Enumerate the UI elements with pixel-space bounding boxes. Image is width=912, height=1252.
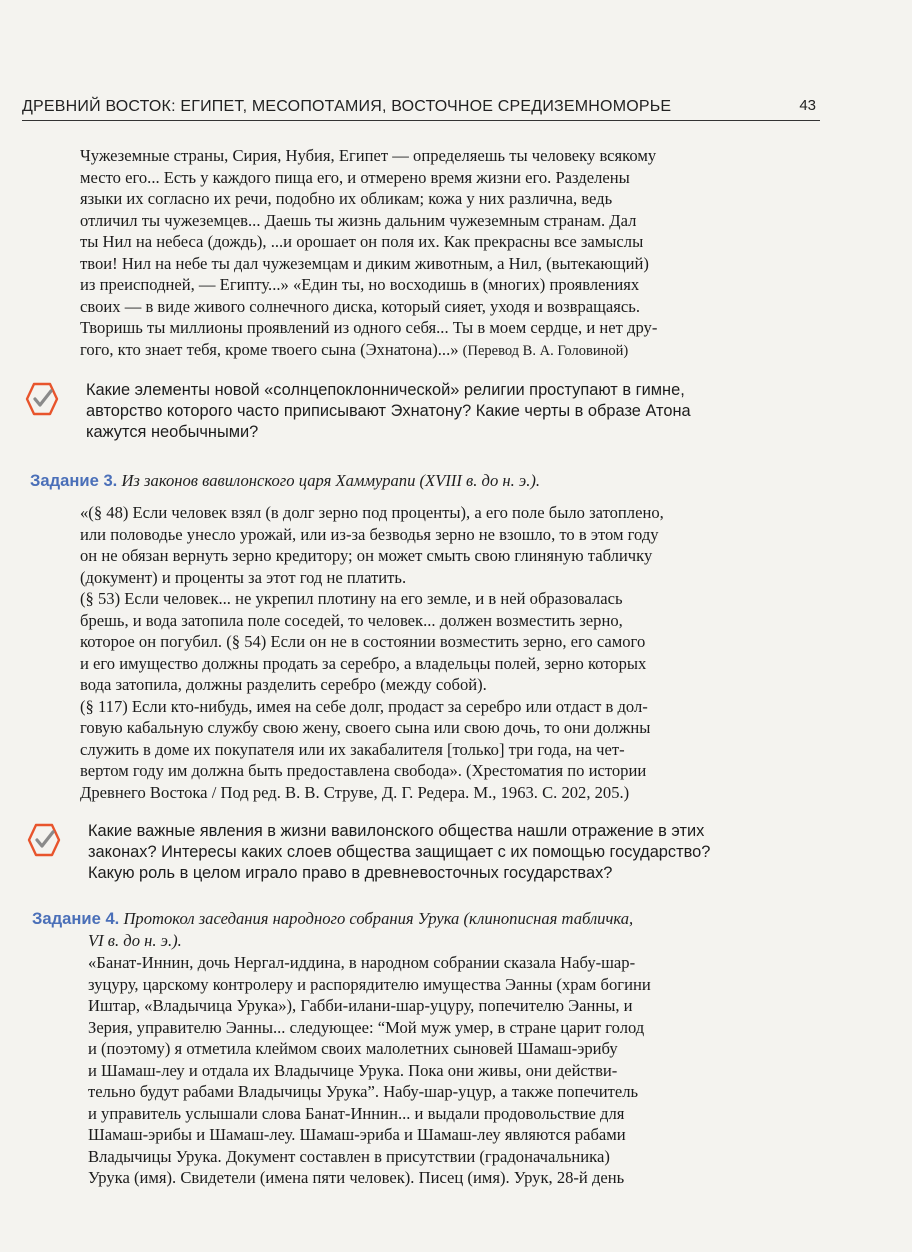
hymn-text [80, 145, 820, 362]
task-3-heading [30, 470, 540, 492]
header-title: ДРЕВНИЙ ВОСТОК: ЕГИПЕТ, МЕСОПОТАМИЯ, ВОСТОЧНОЕ СРЕДИЗЕМНОМОРЬЕ [22, 98, 672, 115]
page-number: 43 [799, 97, 816, 114]
task-3-label: Задание 3. [30, 471, 118, 490]
question-1: Какие элементы новой «солнцепоклоннической» религии проступают в гимне, авторство которого часто приписывают Эхнатону? Какие черты в образе Атона кажутся необычными? [86, 381, 691, 441]
task-3-title: Из законов вавилонского царя Хаммурапи (XVIII в. до н. э.). [121, 471, 541, 490]
uruk-protocol: «Банат-Иннин, дочь Нергал-иддина, в народном собрании сказала Набу-шар- зуцуру, царскому контролеру и распорядителю имущества Эанны (храм богини Иштар, «Владычица Урука»), Габби-илани-шар-уцуру, попечителю Эанны, и Зерия, управителю Эанны... следующее: “Мой муж умер, в стране царит голод и (поэтому) я отметила клеймом своих малолетних сыновей Шамаш-эрибу и Шамаш-леу и отдала их Владычице Урука. Пока они живы, они действи- тельно будут рабами Владычицы Урука”. Набу-шар-уцур, а также попечитель и управитель услышали слова Банат-Иннин... и выдали продовольствие для Шамаш-эрибы и Шамаш-леу. Шамаш-эриба и Шамаш-леу являются рабами Владычицы Урука. Документ составлен в присутствии (градоначальника) Урука (имя). Свидетели (имена пяти человек). Писец (имя). Урук, 28-й день [88, 953, 651, 1187]
question-2: Какие важные явления в жизни вавилонского общества нашли отражение в этих законах? Интересы каких слоев общества защищает с их помощью государство? Какую роль в целом играло право в древневосточных государствах? [88, 822, 711, 882]
task-3-text [80, 502, 822, 803]
task-4-heading-continued [88, 930, 182, 952]
task-4-text [88, 952, 826, 1189]
task-4-title: Протокол заседания народного собрания Урука (клинописная табличка, [123, 909, 634, 928]
hymn-paragraph: Чужеземные страны, Сирия, Нубия, Египет — определяешь ты человеку всякому место его... Есть у каждого пища его, и отмерено время жизни его. Разделены языки их согласно их речи, подобно их обликам; кожа у них различна, ведь отличил ты чужеземцев... Даешь ты жизнь дальним чужеземным странам. Дал ты Нил на небеса (дождь), ...и орошает он поля их. Как прекрасны все замыслы твои! Нил на небе ты дал чужеземцам и диким животным, а Нил, (вытекающий) из преисподней, — Египту...» «Един ты, но восходишь в (многих) проявлениях своих — в виде живого солнечного диска, который сияет, уходя и возвращаясь. Творишь ты миллионы проявлений из одного себя... Ты в моем сердце, и нет дру- гого, кто знает тебя, кроме твоего сына (Эхнатона)...» (Перевод В. А. Головиной) [80, 146, 658, 359]
translation-credit: (Перевод В. А. Головиной) [462, 342, 629, 359]
task-4-heading [32, 908, 633, 930]
task-4-title-line2: VI в. до н. э.). [88, 931, 182, 950]
running-header [22, 90, 820, 121]
check-badge-icon [24, 381, 60, 417]
check-badge-icon [26, 822, 62, 858]
task-4-label: Задание 4. [32, 909, 120, 928]
hammurabi-laws: «(§ 48) Если человек взял (в долг зерно под проценты), а его поле было затоплено, или половодье унесло урожай, или из-за безводья зерно не взошло, то в этом году он не обязан вернуть зерно кредитору; он может смыть свою глиняную табличку (документ) и проценты за этот год не платить. (§ 53) Если человек... не укрепил плотину на его земле, и в ней образовалась брешь, и вода затопила поле соседей, то человек... должен возместить зерно, которое он погубил. (§ 54) Если он не в состоянии возместить зерно, его самого и его имущество должны продать за серебро, а владельцы полей, зерно которых вода затопила, должны разделить серебро (между собой). (§ 117) Если кто-нибудь, имея на себе долг, продаст за серебро или отдаст в дол- говую кабальную службу свою жену, своего сына или свою дочь, то они должны служить в доме их покупателя или их закабалителя [только] три года, на чет- вертом году им должна быть предоставлена свобода». (Хрестоматия по истории Древнего Востока / Под ред. В. В. Струве, Д. Г. Редера. М., 1963. С. 202, 205.) [80, 503, 664, 802]
hymn-last-line: гого, кто знает тебя, кроме твоего сына (Эхнатона)...» [80, 339, 459, 359]
